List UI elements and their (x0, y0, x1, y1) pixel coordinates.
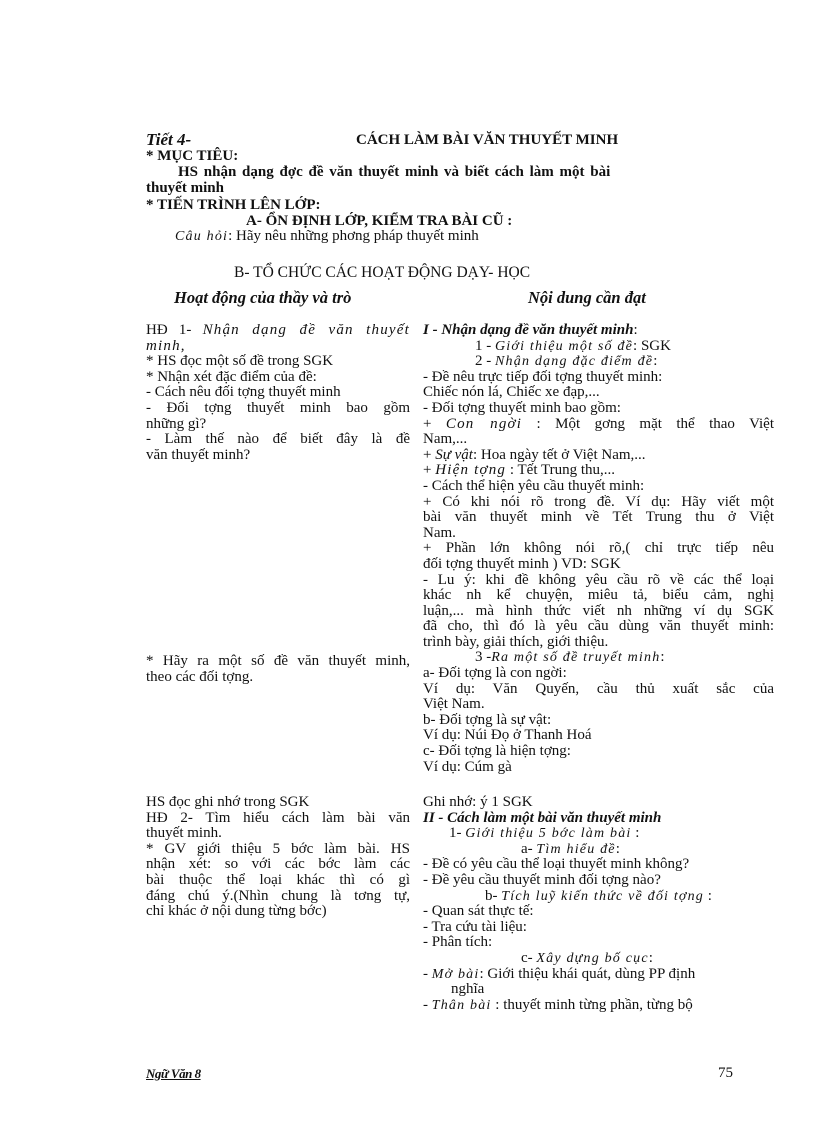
r2-num: 2 - (475, 353, 495, 370)
left-column-header: Hoạt động của thầy và trò (174, 288, 352, 307)
section-1-text: I - Nhận dạng đề văn thuyết minh (423, 322, 634, 338)
right-line-25 (423, 889, 774, 905)
left-line-5a: - Làm thế nào để biết đây là đề (146, 431, 410, 448)
right-line-8 (423, 463, 774, 479)
left-line-1: * HS đọc một số đề trong SGK (146, 353, 334, 370)
left-line-9c: bài thuộc thể loại khác thì có gì (146, 871, 410, 888)
r2-title: Nhận dạng đặc điểm đề (495, 354, 654, 370)
left-line-4a: - Đối tợng thuyết minh bao gồm (146, 399, 410, 416)
r30-rest: : Giới thiệu khái quát, dùng PP định (479, 965, 696, 982)
r21-num: 1- (449, 825, 466, 842)
r25-rest: : (703, 887, 712, 904)
part-a-heading: A- ỔN ĐỊNH LỚP, KIỂM TRA BÀI CŨ : (246, 213, 513, 229)
right-line-31 (423, 998, 774, 1014)
r6-plus: + (423, 415, 446, 432)
r13-num: 3 - (475, 649, 492, 666)
r30-label: Mở bài (431, 966, 480, 982)
r7-plus: + (423, 446, 436, 463)
hd1-title-cont: minh, (146, 337, 186, 354)
left-line-9d: đáng chú ý.(Nhìn chung là tơng tự, (146, 887, 410, 904)
right-line-10a: + Có khi nói rõ trong đề. Ví dụ: Hãy viết một (423, 493, 774, 510)
left-line-7: HS đọc ghi nhớ trong SGK (146, 794, 310, 810)
r31-label: Thân bài (431, 997, 492, 1013)
r13-rest: : (660, 649, 665, 666)
r29-rest: : (648, 949, 653, 966)
left-line-5b: văn thuyết minh? (146, 446, 251, 463)
hd1-title: Nhận dạng đề văn thuyết (202, 322, 410, 338)
right-line-6d: Nam,... (423, 431, 468, 448)
right-line-12c: luận,... mà hình thức viết nh những ví dụ SGK (423, 602, 774, 619)
left-line-4b: những gì? (146, 415, 207, 432)
objectives-line-2: thuyết minh (146, 180, 224, 196)
r8-plus: + (423, 462, 436, 479)
right-line-23: - Đề có yêu cầu thể loại thuyết minh không? (423, 856, 690, 873)
r21-title: Giới thiệu 5 bớc làm bài (465, 826, 632, 842)
r31-rest: : thuyết minh từng phần, từng bộ (491, 996, 693, 1013)
right-line-3: - Đề nêu trực tiếp đối tợng thuyết minh: (423, 368, 663, 385)
hd1-line (146, 323, 410, 339)
process-heading: * TIẾN TRÌNH LÊN LỚP: (146, 197, 321, 213)
left-column (146, 323, 410, 463)
r25-num: b- (485, 887, 502, 904)
right-line-6 (423, 417, 774, 433)
r22-title: Tìm hiểu đề (536, 841, 616, 857)
right-line-12e: trình bày, giải thích, giới thiệu. (423, 633, 609, 650)
right-line-2 (423, 354, 774, 370)
question-label: Câu hỏi (175, 229, 229, 244)
right-line-17: Ví dụ: Núi Đọ ở Thanh Hoá (423, 727, 592, 744)
right-line-1 (423, 339, 774, 355)
section-1-colon: : (633, 322, 638, 338)
right-line-28: - Phân tích: (423, 934, 493, 951)
lesson-number: Tiết 4- (146, 130, 192, 149)
left-column-block-3 (146, 795, 410, 920)
hd1-label: HĐ 1- (146, 322, 203, 338)
part-b-heading: B- TỔ CHỨC CÁC HOẠT ĐỘNG DẠY- HỌC (234, 264, 531, 281)
right-line-11a: + Phần lớn không nói rõ,( chỉ trực tiếp nêu (423, 540, 774, 557)
r22-num: a- (521, 840, 537, 857)
r6-label: Con ngời (445, 415, 523, 432)
right-line-4: Chiếc nón lá, Chiếc xe đạp,... (423, 384, 600, 401)
right-line-30 (423, 967, 774, 983)
right-line-12a: - Lu ý: khi đề không yêu cầu rõ về các thể loại (423, 571, 774, 588)
right-line-29 (423, 951, 774, 967)
right-line-15a: Ví dụ: Văn Quyến, cầu thủ xuất sắc của (423, 680, 774, 697)
right-line-27: - Tra cứu tài liệu: (423, 918, 527, 935)
r2-rest: : (653, 353, 658, 370)
right-line-13 (423, 650, 774, 666)
r25-title: Tích luỹ kiến thức về đối tợng (501, 888, 704, 904)
r7-rest: : Hoa ngày tết ở Việt Nam,... (472, 446, 646, 463)
r7-label: Sự vật (435, 446, 473, 463)
right-line-20: Ghi nhớ: ý 1 SGK (423, 794, 533, 810)
r22-rest: : (615, 840, 620, 857)
left-line-9b: nhận xét: so với các bớc làm các (146, 856, 410, 873)
right-column-header: Nội dung cần đạt (528, 288, 646, 307)
lesson-title: CÁCH LÀM BÀI VĂN THUYẾT MINH (356, 132, 619, 148)
left-column-block-2 (146, 654, 410, 685)
right-line-12b: khác nh kể chuyện, miêu tả, biểu cảm, nghị (423, 587, 774, 604)
right-line-10b: bài văn thuyết minh về Tết Trung thu ở Việt (423, 509, 774, 526)
right-line-19: Ví dụ: Cúm gà (423, 758, 512, 775)
objectives-line-1: HS nhận dạng đợc đề văn thuyết minh và biết cách làm một bài (178, 164, 611, 180)
right-line-16: b- Đối tợng là sự vật: (423, 711, 552, 728)
r29-title: Xây dựng bố cục (536, 950, 649, 966)
question-text: : Hãy nêu những phơng pháp thuyết minh (228, 228, 479, 244)
right-line-10c: Nam. (423, 524, 456, 541)
r1-rest: : SGK (633, 337, 671, 354)
right-line-18: c- Đối tợng là hiện tợng: (423, 743, 571, 760)
r1-num: 1 - (475, 337, 495, 354)
left-line-9a: * GV giới thiệu 5 bớc làm bài. HS (146, 840, 410, 857)
section-1-heading (423, 323, 774, 339)
right-line-26: - Quan sát thực tế: (423, 903, 534, 920)
left-line-6a: * Hãy ra một số đề văn thuyết minh, (146, 653, 410, 669)
r30-dash: - (423, 965, 432, 982)
r1-title: Giới thiệu một số đề (495, 338, 634, 354)
right-line-14: a- Đối tợng là con ngời: (423, 665, 567, 682)
left-line-6b: theo các đối tợng. (146, 668, 254, 685)
objectives-heading: * MỤC TIÊU: (146, 148, 239, 164)
right-column-block-2 (423, 795, 774, 1013)
r8-rest: : Tết Trung thu,... (506, 462, 616, 479)
right-line-7 (423, 448, 774, 464)
r21-rest: : (631, 825, 640, 842)
right-line-12d: đã cho, thì đó là yêu cầu dùng văn thuyết minh: (423, 618, 774, 635)
right-column (423, 323, 774, 775)
right-line-5: - Đối tợng thuyết minh bao gồm: (423, 399, 621, 416)
section-2-heading: II - Cách làm một bài văn thuyết minh (423, 809, 662, 826)
right-line-22 (423, 842, 774, 858)
left-line-8a: HĐ 2- Tìm hiểu cách làm bài văn (146, 809, 410, 826)
left-line-2: * Nhận xét đặc điểm của đề: (146, 368, 317, 385)
right-line-24: - Đề yêu cầu thuyết minh đối tợng nào? (423, 871, 661, 888)
right-line-15b: Việt Nam. (423, 696, 485, 713)
r13-title: Ra một số đề truyết minh (491, 650, 661, 666)
left-line-9e: chỉ khác ở nội dung từng bớc) (146, 903, 327, 920)
right-line-30d: nghĩa (451, 981, 485, 998)
page-number: 75 (718, 1065, 733, 1081)
right-line-21 (423, 826, 774, 842)
review-question (175, 228, 479, 245)
r29-num: c- (521, 949, 537, 966)
left-line-3: - Cách nêu đối tợng thuyết minh (146, 384, 341, 401)
r31-dash: - (423, 996, 432, 1013)
footer-subject: Ngữ Văn 8 (146, 1066, 201, 1081)
r6-rest: : Một gơng mặt thể thao Việt (522, 415, 774, 432)
right-line-9: - Cách thể hiện yêu cầu thuyết minh: (423, 477, 645, 494)
r8-label: Hiện tợng (435, 462, 507, 479)
left-line-8b: thuyết minh. (146, 825, 222, 842)
right-line-11b: đối tợng thuyết minh ) VD: SGK (423, 555, 621, 572)
